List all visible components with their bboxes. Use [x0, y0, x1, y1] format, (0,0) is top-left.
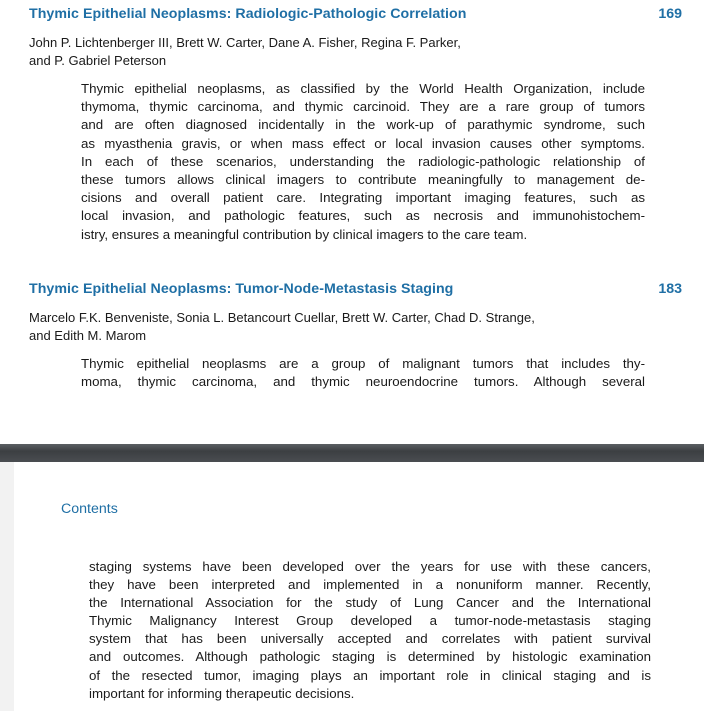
abstract-line: of the resected tumor, imaging plays an important role in clinical staging and is	[89, 667, 651, 683]
article-abstract	[81, 355, 645, 391]
article-page-number[interactable]: 169	[658, 6, 682, 22]
abstract-line: moma, thymic carcinoma, and thymic neuroendocrine tumors. Although several	[81, 374, 645, 390]
article-title[interactable]: Thymic Epithelial Neoplasms: Tumor-Node-Metastasis Staging	[29, 281, 454, 297]
article-authors	[29, 309, 535, 345]
author-line: and Edith M. Marom	[29, 328, 147, 343]
abstract-line: cisions and overall patient care. Integrating important imaging features, such as	[81, 190, 645, 206]
abstract-line: system that has been universally accepted and correlates with patient survival	[89, 631, 651, 647]
article-authors	[29, 34, 461, 70]
abstract-line: local invasion, and pathologic features, such as necrosis and immunohistochem-	[81, 208, 645, 224]
article-abstract	[81, 80, 645, 244]
running-head: Contents	[61, 501, 118, 517]
article-page-number[interactable]: 183	[658, 281, 682, 297]
abstract-line: thymoma, thymic carcinoma, and thymic carcinoid. They are a rare group of tumors	[81, 99, 645, 115]
abstract-line: Thymic Malignancy Interest Group developed a tumor-node-metastasis staging	[89, 613, 651, 629]
abstract-line: and outcomes. Although pathologic staging is determined by histologic examination	[89, 649, 651, 665]
abstract-line: and are often diagnosed incidentally in the work-up of parathymic syndrome, such	[81, 117, 645, 133]
abstract-line: as myasthenia gravis, or when mass effect or local invasion causes other symptoms.	[81, 135, 645, 151]
author-line: Marcelo F.K. Benveniste, Sonia L. Betancourt Cuellar, Brett W. Carter, Chad D. Strange,	[29, 310, 535, 325]
abstract-line: staging systems have been developed over the years for use with these cancers,	[89, 559, 651, 574]
abstract-line: Thymic epithelial neoplasms, as classified by the World Health Organization, include	[81, 81, 645, 96]
continued-abstract	[89, 558, 651, 703]
article-title[interactable]: Thymic Epithelial Neoplasms: Radiologic-Pathologic Correlation	[29, 6, 467, 22]
page-break-divider	[0, 444, 704, 462]
abstract-line: Thymic epithelial neoplasms are a group of malignant tumors that includes thy-	[81, 356, 645, 371]
abstract-line: In each of these scenarios, understanding the radiologic-pathologic relationship of	[81, 153, 645, 169]
abstract-line: important for informing therapeutic decisions.	[89, 685, 355, 701]
abstract-line: the International Association for the study of Lung Cancer and the International	[89, 595, 651, 611]
abstract-line: istry, ensures a meaningful contribution by clinical imagers to the care team.	[81, 226, 528, 242]
abstract-line: they have been interpreted and implemented in a nonuniform manner. Recently,	[89, 577, 651, 593]
author-line: John P. Lichtenberger III, Brett W. Carter, Dane A. Fisher, Regina F. Parker,	[29, 35, 461, 50]
author-line: and P. Gabriel Peterson	[29, 53, 167, 68]
abstract-line: these tumors allows clinical imagers to contribute meaningfully to management de-	[81, 172, 645, 188]
